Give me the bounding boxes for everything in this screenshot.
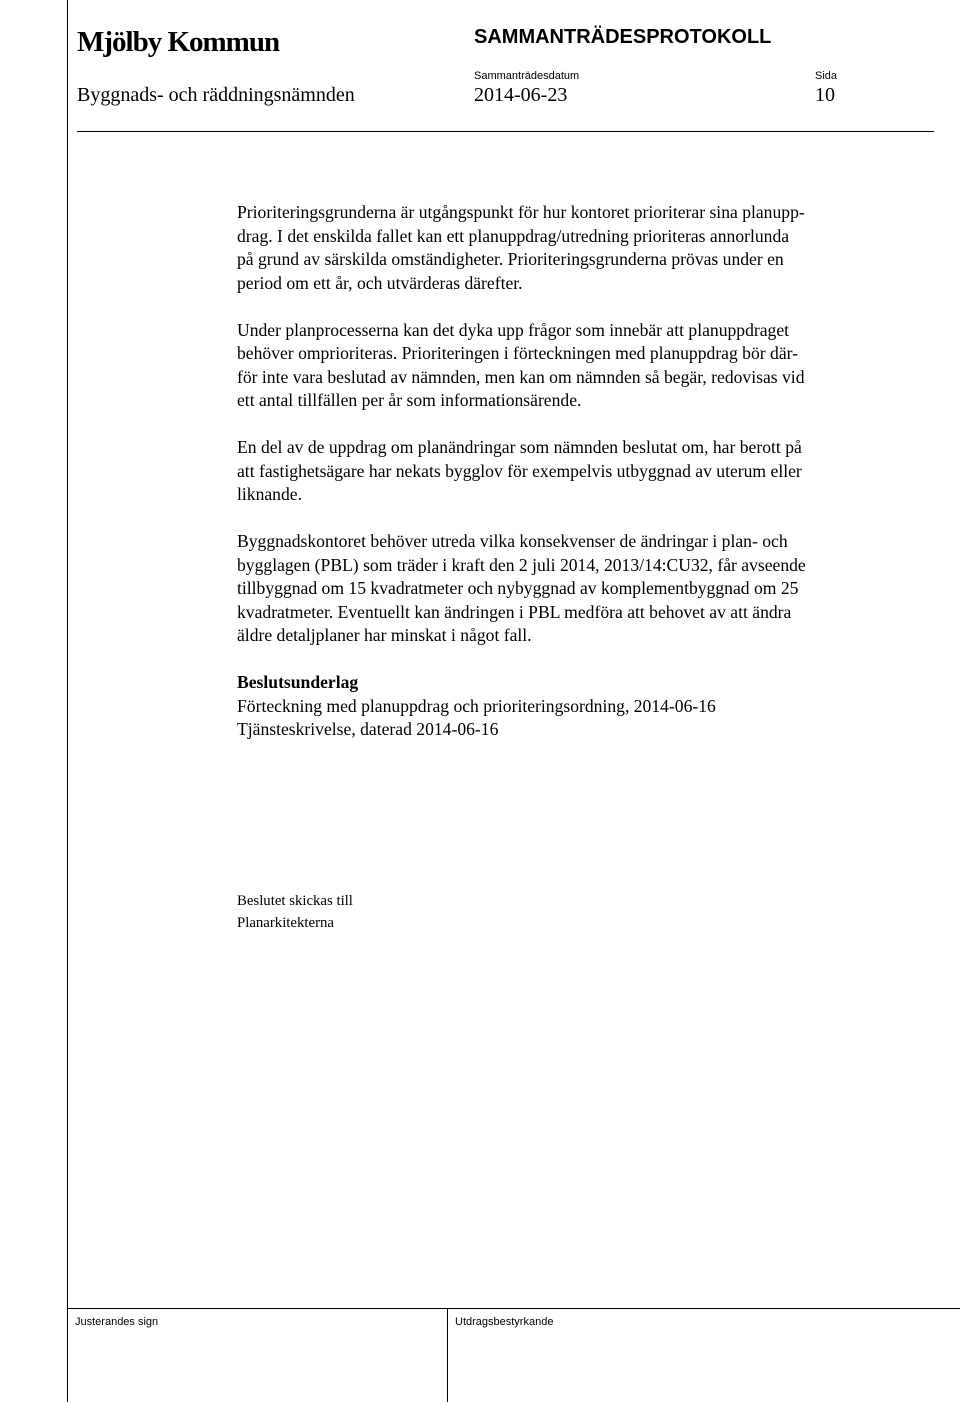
meeting-date: 2014-06-23 (474, 84, 568, 106)
footer-rule (67, 1308, 960, 1309)
distribution (237, 890, 353, 934)
decision-basis-item: Förteckning med planuppdrag och prioriteringsordning, 2014-06-16 (237, 695, 716, 716)
footer-divider (447, 1308, 448, 1402)
distribution-recipient: Planarkitekterna (237, 915, 334, 931)
certification-label: Utdragsbestyrkande (455, 1316, 554, 1328)
document-title: SAMMANTRÄDESPROTOKOLL (474, 26, 772, 48)
distribution-label: Beslutet skickas till (237, 893, 353, 909)
paragraph-prioritization: Prioriteringsgrunderna är utgångspunkt för hur kontoret prioriterar sina planupp- drag. I det enskilda fallet kan ett planuppdrag/utredning prioriteras annorlunda på grund av särskilda omständigheter. Prioriteringsgrunderna prövas under en period om ett år, och utvärderas därefter. (237, 202, 805, 293)
adjuster-signature-label: Justerandes sign (75, 1316, 159, 1328)
logo: Mjölby Kommun (77, 26, 280, 58)
date-label: Sammanträdesdatum (474, 70, 580, 82)
page-label: Sida (815, 70, 838, 82)
decision-basis-heading: Beslutsunderlag (237, 672, 359, 692)
paragraph-pbl-consequences: Byggnadskontoret behöver utreda vilka konsekvenser de ändringar i plan- och bygglagen (PBL) som träder i kraft den 2 juli 2014, 2013/14:CU32, får avseende tillbyggnad om 15 kvadratmeter och nybyggnad av komplementbyggnad om 25 kvadratmeter. Eventuellt kan ändringen i PBL medföra att behovet av att ändra äldre detaljplaner har minskat i något fall. (237, 531, 806, 645)
committee-name: Byggnads- och räddningsnämnden (77, 84, 355, 106)
document-body (237, 201, 917, 765)
header-rule (77, 131, 934, 132)
decision-basis-item: Tjänsteskrivelse, daterad 2014-06-16 (237, 719, 499, 739)
paragraph-plan-changes: En del av de uppdrag om planändringar som nämnden beslutat om, har berott på att fastighetsägare har nekats bygglov för exempelvis utbyggnad av uterum eller liknande. (237, 437, 802, 504)
paragraph-reprioritization: Under planprocesserna kan det dyka upp frågor som innebär att planuppdraget behöver omprioriteras. Prioriteringen i förteckningen med planuppdrag bör där- för inte vara beslutad av nämnden, men kan om nämnden så begär, redovisas vid ett antal tillfällen per år som informationsärende. (237, 319, 805, 410)
page-number: 10 (815, 84, 835, 106)
decision-basis (237, 671, 917, 742)
margin-rule (67, 0, 68, 1402)
